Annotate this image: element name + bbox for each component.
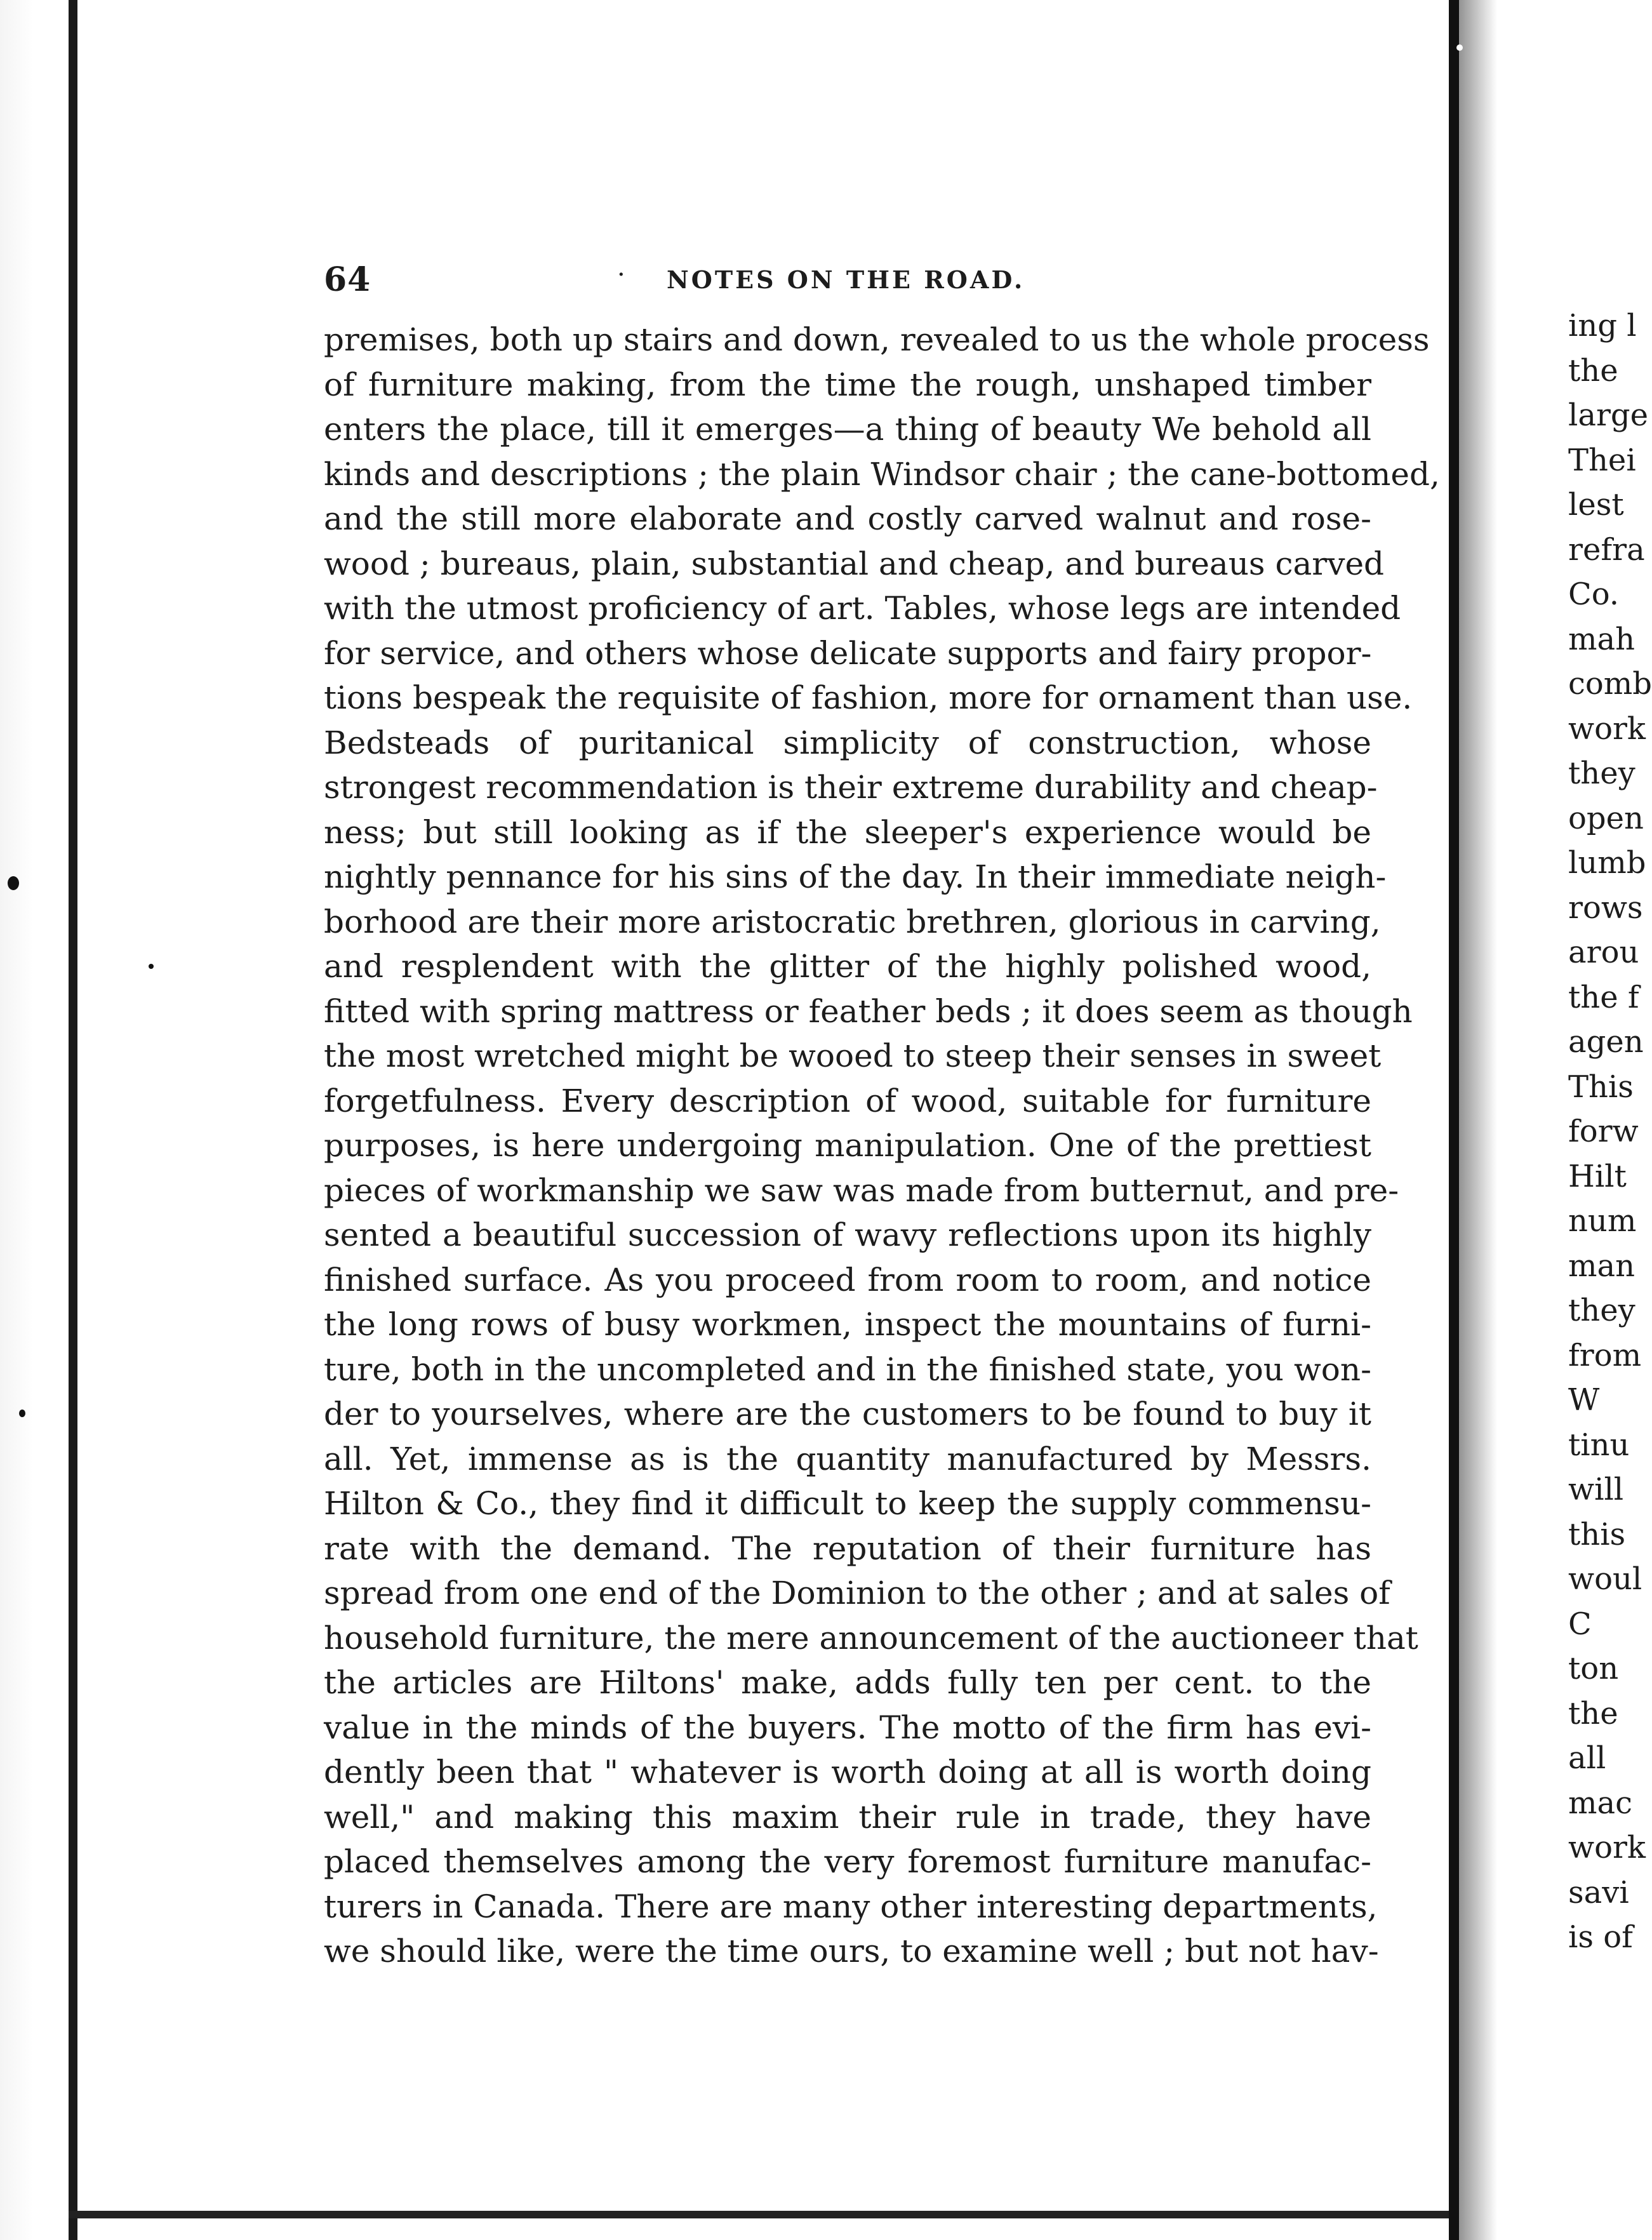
text-line: fitted with spring mattress or feather beds ; it does seem as though — [324, 992, 1413, 1030]
facing-line: from — [1568, 1337, 1642, 1373]
facing-line: work — [1568, 1830, 1646, 1865]
text-line: sented a beautiful succession of wavy reflections upon its highly — [324, 1217, 1371, 1253]
text-line: household furniture, the mere announcement of the auctioneer that — [324, 1619, 1418, 1657]
left-page-edge — [0, 0, 33, 2240]
text-line: the long rows of busy workmen, inspect the mountains of furni- — [324, 1306, 1371, 1343]
text-line: of furniture making, from the time the rough, unshaped timber — [324, 366, 1371, 403]
text-line: nightly pennance for his sins of the day. In their immediate neigh- — [324, 858, 1387, 895]
text-line: well," and making this maxim their rule in trade, they have — [324, 1798, 1371, 1836]
text-line: borhood are their more aristocratic brethren, glorious in carving, — [324, 903, 1381, 940]
facing-line: they — [1568, 756, 1635, 791]
text-line: all. Yet, immense as is the quantity manufactured by Messrs. — [324, 1440, 1371, 1477]
text-line: we should like, were the time ours, to examine well ; but not hav- — [324, 1933, 1379, 1970]
text-line: with the utmost proficiency of art. Tables, whose legs are intended — [324, 590, 1401, 627]
text-line: pieces of workmanship we saw was made from butternut, and pre- — [324, 1171, 1399, 1209]
facing-line: refra — [1568, 531, 1645, 568]
text-line: turers in Canada. There are many other interesting departments, — [324, 1888, 1378, 1925]
facing-line: the f — [1568, 979, 1639, 1015]
facing-line: arou — [1568, 935, 1639, 970]
facing-line: mah — [1568, 621, 1635, 657]
facing-line: Hilt — [1568, 1158, 1627, 1194]
text-line: strongest recommendation is their extreme durability and cheap- — [324, 769, 1378, 806]
left-page-border — [69, 0, 77, 2240]
text-line: spread from one end of the Dominion to the other ; and at sales of — [324, 1575, 1390, 1611]
text-line: kinds and descriptions ; the plain Windsor chair ; the cane-bottomed, — [324, 455, 1440, 493]
text-line: Hilton & Co., they find it difficult to keep the supply commensu- — [324, 1485, 1371, 1522]
ink-speck — [8, 876, 19, 890]
running-title: NOTES ON THE ROAD. — [667, 265, 1025, 294]
facing-line: they — [1568, 1293, 1635, 1328]
text-line: dently been that " whatever is worth doing at all is worth doing — [324, 1754, 1371, 1790]
facing-line: woul — [1568, 1561, 1642, 1597]
gutter-shadow — [1459, 0, 1497, 2240]
book-gutter — [1449, 0, 1459, 2240]
facing-line: forw — [1568, 1114, 1639, 1149]
text-line: the most wretched might be wooed to steep their senses in sweet — [324, 1037, 1382, 1074]
facing-line: tinu — [1568, 1427, 1630, 1463]
text-line: finished surface. As you proceed from room to room, and notice — [324, 1261, 1371, 1298]
facing-line: ing l — [1568, 308, 1637, 343]
text-line: enters the place, till it emerges—a thing of beauty We behold all — [324, 411, 1371, 448]
facing-line: comb — [1568, 666, 1652, 702]
ink-speck — [1456, 44, 1463, 51]
facing-line: W — [1568, 1382, 1600, 1418]
facing-line: is of — [1568, 1919, 1633, 1955]
facing-line: mac — [1568, 1785, 1633, 1821]
page-number: 64 — [324, 260, 371, 299]
facing-line: large — [1568, 397, 1649, 433]
bottom-border — [69, 2211, 1453, 2218]
text-line: rate with the demand. The reputation of their furniture has — [324, 1530, 1371, 1567]
facing-line: This — [1568, 1069, 1634, 1105]
facing-line: the — [1568, 352, 1618, 389]
facing-line: will — [1568, 1472, 1624, 1507]
facing-line: C — [1568, 1606, 1592, 1642]
body-text — [324, 317, 1440, 1974]
facing-line: rows — [1568, 890, 1643, 926]
text-line: purposes, is here undergoing manipulation. One of the prettiest — [324, 1127, 1371, 1164]
text-line: ture, both in the uncompleted and in the finished state, you won- — [324, 1350, 1371, 1388]
facing-line: open — [1568, 800, 1644, 836]
facing-line: lumb — [1568, 845, 1646, 881]
facing-line: the — [1568, 1695, 1618, 1731]
facing-page-fragment — [1568, 303, 1652, 1955]
facing-line: ton — [1568, 1651, 1619, 1686]
text-line: the articles are Hiltons' make, adds fully ten per cent. to the — [324, 1664, 1371, 1701]
facing-line: savi — [1568, 1874, 1629, 1910]
facing-line: agen — [1568, 1024, 1644, 1060]
text-line: premises, both up stairs and down, revealed to us the whole process — [324, 321, 1430, 358]
facing-line: work — [1568, 710, 1646, 747]
text-line: forgetfulness. Every description of wood, suitable for furniture — [324, 1082, 1371, 1119]
facing-line: lest — [1568, 487, 1624, 523]
text-line: der to yourselves, where are the customers to be found to buy it — [324, 1396, 1371, 1432]
text-line: Bedsteads of puritanical simplicity of construction, whose — [324, 724, 1371, 761]
facing-line: all — [1568, 1740, 1606, 1776]
text-line: tions bespeak the requisite of fashion, more for ornament than use. — [324, 679, 1413, 716]
text-line: for service, and others whose delicate supports and fairy propor- — [324, 634, 1372, 672]
facing-line: this — [1568, 1516, 1626, 1552]
facing-line: num — [1568, 1203, 1637, 1239]
facing-line: Thei — [1568, 442, 1636, 478]
text-line: ness; but still looking as if the sleeper's experience would be — [324, 813, 1371, 851]
text-line: and the still more elaborate and costly carved walnut and rose- — [324, 500, 1371, 537]
facing-line: Co. — [1568, 577, 1620, 612]
text-line: value in the minds of the buyers. The motto of the firm has evi- — [324, 1709, 1371, 1746]
text-line: wood ; bureaus, plain, substantial and cheap, and bureaus carved — [324, 545, 1385, 582]
ink-speck — [149, 964, 154, 969]
header-separator: · — [617, 260, 625, 290]
facing-line: man — [1568, 1248, 1635, 1284]
ink-speck — [19, 1410, 25, 1417]
running-head — [324, 260, 1365, 298]
text-line: placed themselves among the very foremost furniture manufac- — [324, 1843, 1371, 1880]
text-line: and resplendent with the glitter of the highly polished wood, — [324, 948, 1371, 985]
